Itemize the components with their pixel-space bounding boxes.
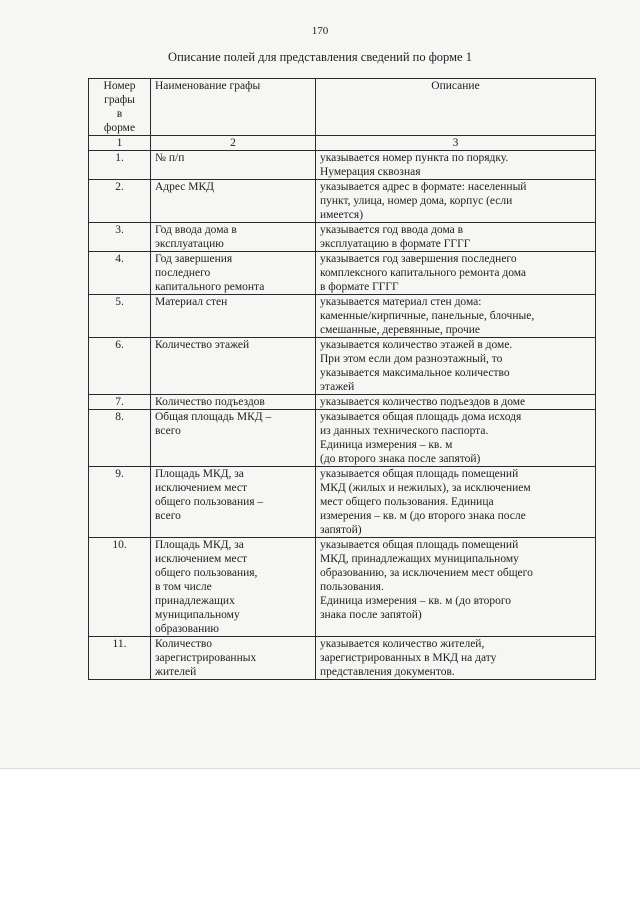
description-line: Единица измерения – кв. м (до второго (320, 595, 512, 607)
field-name-line: принадлежащих (155, 595, 235, 607)
field-name-line: Количество подъездов (155, 396, 265, 408)
description-line: При этом если дом разноэтажный, то (320, 353, 503, 365)
page-title: Описание полей для представления сведений по форме 1 (168, 50, 472, 64)
row-number: 9. (89, 467, 151, 538)
description-line: (до второго знака после запятой) (320, 453, 481, 465)
column-index-row (89, 136, 596, 151)
description-line: образованию, за исключением мест общего (320, 567, 533, 579)
row-field-name (151, 151, 316, 180)
header-number-line: Номер (103, 80, 136, 92)
table-row (89, 180, 596, 223)
description-line: Единица измерения – кв. м (320, 439, 453, 451)
table-header-row (89, 79, 596, 136)
field-name-line: последнего (155, 267, 211, 279)
row-field-name (151, 223, 316, 252)
fields-table (88, 78, 596, 680)
field-name-line: исключением мест (155, 482, 247, 494)
field-name-line: Количество (155, 638, 212, 650)
description-line: представления документов. (320, 666, 455, 678)
row-field-name (151, 180, 316, 223)
table-row (89, 395, 596, 410)
field-name-line: эксплуатацию (155, 238, 224, 250)
column-index-cell: 2 (151, 136, 316, 151)
column-index-cell: 1 (89, 136, 151, 151)
row-field-name (151, 410, 316, 467)
description-line: указывается материал стен дома: (320, 296, 482, 308)
row-number: 11. (89, 637, 151, 680)
table-row (89, 637, 596, 680)
table-row (89, 151, 596, 180)
table-row (89, 410, 596, 467)
header-column-description: Описание (316, 79, 596, 136)
description-line: указывается номер пункта по порядку. (320, 152, 509, 164)
row-field-name (151, 395, 316, 410)
row-number: 3. (89, 223, 151, 252)
row-description (316, 395, 596, 410)
row-description (316, 151, 596, 180)
row-number: 4. (89, 252, 151, 295)
description-line: указывается количество этажей в доме. (320, 339, 513, 351)
table-row (89, 467, 596, 538)
row-field-name (151, 252, 316, 295)
field-name-line: Количество этажей (155, 339, 250, 351)
field-name-line: Год завершения (155, 253, 233, 265)
field-name-line: № п/п (155, 152, 185, 164)
description-line: из данных технического паспорта. (320, 425, 489, 437)
row-description (316, 338, 596, 395)
description-line: запятой) (320, 524, 362, 536)
description-line: мест общего пользования. Единица (320, 496, 494, 508)
field-name-line: всего (155, 510, 181, 522)
row-description (316, 223, 596, 252)
row-field-name (151, 637, 316, 680)
row-description (316, 538, 596, 637)
row-description (316, 295, 596, 338)
header-number-line: форме (103, 122, 136, 134)
field-name-line: Общая площадь МКД – (155, 411, 272, 423)
row-field-name (151, 295, 316, 338)
field-name-line: исключением мест (155, 553, 247, 565)
description-line: измерения – кв. м (до второго знака после (320, 510, 526, 522)
description-line: эксплуатацию в формате ГГГГ (320, 238, 471, 250)
row-number: 6. (89, 338, 151, 395)
page-number: 170 (311, 25, 329, 37)
description-line: МКД, принадлежащих муниципальному (320, 553, 519, 565)
description-line: указывается год ввода дома в (320, 224, 464, 236)
description-line: пункт, улица, номер дома, корпус (если (320, 195, 513, 207)
description-line: каменные/кирпичные, панельные, блочные, (320, 310, 535, 322)
row-description (316, 637, 596, 680)
row-field-name (151, 338, 316, 395)
description-line: имеется) (320, 209, 364, 221)
table-row (89, 252, 596, 295)
description-line: зарегистрированных в МКД на дату (320, 652, 497, 664)
description-line: смешанные, деревянные, прочие (320, 324, 481, 336)
table-row (89, 338, 596, 395)
field-name-line: капитального ремонта (155, 281, 265, 293)
field-name-line: Год ввода дома в (155, 224, 237, 236)
description-line: указывается год завершения последнего (320, 253, 517, 265)
row-number: 5. (89, 295, 151, 338)
description-line: знака после запятой) (320, 609, 422, 621)
row-description (316, 410, 596, 467)
field-name-line: общего пользования – (155, 496, 264, 508)
row-number: 8. (89, 410, 151, 467)
row-number: 10. (89, 538, 151, 637)
field-name-line: муниципальному (155, 609, 240, 621)
description-line: МКД (жилых и нежилых), за исключением (320, 482, 531, 494)
table-row (89, 223, 596, 252)
description-line: в формате ГГГГ (320, 281, 399, 293)
description-line: пользования. (320, 581, 384, 593)
field-name-line: общего пользования, (155, 567, 258, 579)
description-line: комплексного капитального ремонта дома (320, 267, 527, 279)
field-name-line: зарегистрированных (155, 652, 257, 664)
table-row (89, 538, 596, 637)
header-column-name: Наименование графы (151, 79, 316, 136)
description-line: этажей (320, 381, 355, 393)
description-line: указывается максимальное количество (320, 367, 510, 379)
description-line: указывается адрес в формате: населенный (320, 181, 527, 193)
description-line: указывается общая площадь помещений (320, 468, 519, 480)
field-name-line: образованию (155, 623, 219, 635)
row-field-name (151, 538, 316, 637)
description-line: указывается общая площадь помещений (320, 539, 519, 551)
description-line: указывается количество подъездов в доме (320, 396, 526, 408)
field-name-line: всего (155, 425, 181, 437)
row-number: 7. (89, 395, 151, 410)
row-number: 2. (89, 180, 151, 223)
field-name-line: Площадь МКД, за (155, 468, 244, 480)
description-line: Нумерация сквозная (320, 166, 421, 178)
header-column-number (89, 79, 151, 136)
description-line: указывается количество жителей, (320, 638, 485, 650)
table-row (89, 295, 596, 338)
description-line: указывается общая площадь дома исходя (320, 411, 522, 423)
row-number: 1. (89, 151, 151, 180)
field-name-line: Площадь МКД, за (155, 539, 244, 551)
column-index-cell: 3 (316, 136, 596, 151)
row-field-name (151, 467, 316, 538)
field-name-line: Адрес МКД (155, 181, 215, 193)
row-description (316, 180, 596, 223)
header-number-line: графы (104, 94, 135, 106)
field-name-line: Материал стен (155, 296, 228, 308)
row-description (316, 252, 596, 295)
field-name-line: в том числе (155, 581, 212, 593)
row-description (316, 467, 596, 538)
header-number-line: в (116, 108, 123, 120)
field-name-line: жителей (155, 666, 197, 678)
